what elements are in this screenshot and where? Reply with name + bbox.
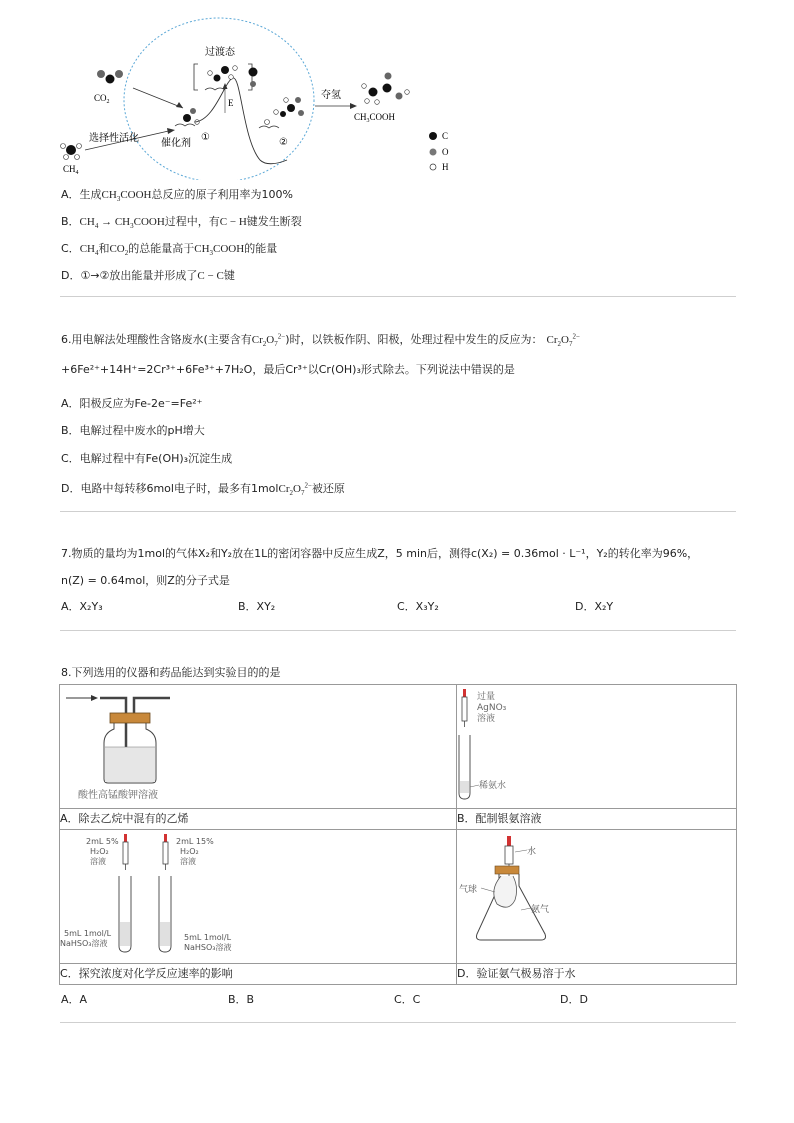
svg-text:NaHSO₃溶液: NaHSO₃溶液 [60, 939, 108, 948]
q5-option-d[interactable]: D．①→②放出能量并形成了C − C键 [61, 269, 235, 282]
svg-text:E: E [228, 98, 234, 108]
q6-option-b[interactable]: B．电解过程中废水的pH增大 [61, 424, 205, 437]
acetic-acid-label: $CH_3COOH$ [354, 112, 396, 124]
kmno4-label: 酸性高锰酸钾溶液 [78, 790, 158, 801]
selective-activation-label: 选择性活化 [89, 133, 139, 144]
acetic-acid-molecule [362, 73, 410, 105]
q6-option-a[interactable]: A．阳极反应为Fe-2e⁻=Fe²⁺ [61, 397, 203, 410]
svg-text:AgNO₃: AgNO₃ [477, 703, 507, 713]
svg-text:5mL 1mol/L: 5mL 1mol/L [184, 933, 232, 942]
svg-text:H₂O₂: H₂O₂ [90, 847, 109, 856]
divider [60, 630, 736, 631]
legend-carbon-swatch [429, 132, 437, 140]
option-a-caption[interactable]: A．除去乙烷中混有的乙烯 [60, 809, 457, 830]
svg-text:溶液: 溶液 [180, 857, 196, 866]
q6-stem-line-2: +6Fe²⁺+14H⁺=2Cr³⁺+6Fe³⁺+7H₂O，最后Cr³⁺以Cr(OH)₃形式除去。下列说法中错误的是 [61, 363, 515, 376]
cell-d-figure [457, 830, 737, 964]
svg-text:溶液: 溶液 [477, 714, 496, 724]
co2-arrow [133, 88, 183, 108]
q7-option-a[interactable]: A．X₂Y₃ [61, 600, 103, 613]
q8-stem: 8.下列选用的仪器和药品能达到实验目的的是 [61, 666, 281, 679]
legend-hydrogen-label: H [442, 162, 449, 172]
ammonia-fountain-figure [457, 830, 736, 960]
q8-option-d[interactable]: D．D [560, 993, 588, 1006]
divider [60, 511, 736, 512]
catalyst-label: 催化剂 [161, 138, 191, 149]
q6-option-d[interactable]: D．电路中每转移6mol电子时，最多有$1molCr_2O_7^{2-}$被还原 [61, 481, 345, 498]
q5-option-a[interactable]: A．生成$CH_3COOH$总反应的原子利用率为100% [61, 188, 293, 204]
transition-state-label: 过渡态 [205, 47, 235, 58]
option-b-caption[interactable]: B．配制银氨溶液 [457, 809, 737, 830]
q7-option-c[interactable]: C．X₃Y₂ [397, 600, 439, 613]
q8-options-table [59, 684, 737, 985]
legend-oxygen-label: O [442, 147, 449, 157]
svg-text:过量: 过量 [477, 692, 496, 702]
reaction-mechanism-figure [55, 10, 475, 180]
co2-molecule [97, 70, 123, 84]
q8-option-b[interactable]: B．B [228, 993, 255, 1006]
hydrogen-grab-label: 夺氢 [321, 90, 341, 101]
reaction-rate-figure [60, 830, 456, 960]
svg-text:NaHSO₃溶液: NaHSO₃溶液 [184, 943, 232, 952]
ch4-label: $CH_4$ [63, 164, 79, 176]
option-c-caption[interactable]: C．探究浓度对化学反应速率的影响 [60, 964, 457, 985]
step-1-label: ① [201, 132, 210, 143]
svg-text:2mL 15%: 2mL 15% [176, 837, 214, 846]
svg-text:气球: 气球 [459, 885, 478, 895]
svg-text:水: 水 [527, 847, 537, 857]
option-d-caption[interactable]: D．验证氨气极易溶于水 [457, 964, 737, 985]
energy-curve [195, 78, 287, 164]
q7-option-b[interactable]: B．XY₂ [238, 600, 276, 613]
svg-text:溶液: 溶液 [90, 857, 106, 866]
q8-option-c[interactable]: C．C [394, 993, 421, 1006]
svg-text:2mL 5%: 2mL 5% [86, 837, 119, 846]
divider [60, 296, 736, 297]
q6-stem-line-1: 6.用电解法处理酸性含铬废水(主要含有$Cr_2O_7^{2-}$)时，以铁板作阴、阳极，处理过程中发生的反应为： $Cr_2O_7^{2-}$ [61, 332, 580, 349]
legend-oxygen-swatch [430, 149, 437, 156]
silver-ammonia-figure [457, 685, 736, 805]
mechanism-diagram [55, 10, 475, 180]
legend-hydrogen-swatch [430, 164, 436, 170]
svg-text:氨气: 氨气 [531, 905, 550, 915]
cell-c-figure [60, 830, 457, 964]
q6-option-c[interactable]: C．电解过程中有Fe(OH)₃沉淀生成 [61, 452, 233, 465]
step-2-label: ② [279, 137, 288, 148]
svg-text:H₂O₂: H₂O₂ [180, 847, 199, 856]
q7-stem-line-1: 7.物质的量均为1mol的气体X₂和Y₂放在1L的密闭容器中反应生成Z，5 min后，测得c(X₂) = 0.36mol · L⁻¹，Y₂的转化率为96%， [61, 547, 699, 560]
gas-washing-bottle-figure [60, 685, 456, 805]
ch4-molecule [61, 144, 82, 160]
q7-option-d[interactable]: D．X₂Y [575, 600, 614, 613]
legend-carbon-label: C [442, 131, 449, 141]
svg-text:稀氨水: 稀氨水 [479, 781, 507, 791]
svg-text:5mL 1mol/L: 5mL 1mol/L [64, 929, 112, 938]
co2-label: $CO_2$ [94, 93, 110, 105]
divider [60, 1022, 736, 1023]
q5-option-b[interactable]: B．$CH_4$ → $CH_3COOH$过程中，有C − H键发生断裂 [61, 215, 302, 231]
q7-stem-line-2: n(Z) = 0.64mol，则Z的分子式是 [61, 574, 230, 587]
q5-option-c[interactable]: C．$CH_4$和$CO_2$的总能量高于$CH_3COOH$的能量 [61, 242, 278, 258]
q8-option-a[interactable]: A．A [61, 993, 88, 1006]
cell-b-figure [457, 685, 737, 809]
cell-a-figure [60, 685, 457, 809]
